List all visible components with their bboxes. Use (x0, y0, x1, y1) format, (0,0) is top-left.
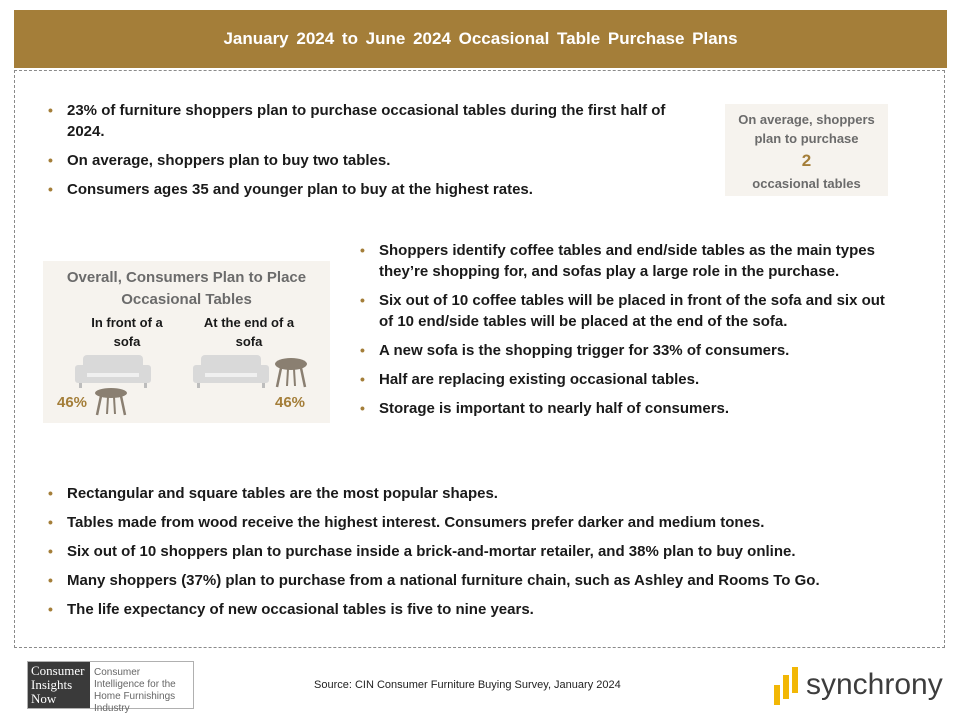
cin-logo (27, 661, 194, 714)
list-item: • Shoppers identify coffee tables and end/side tables as the main types they’re shopping for, and sofas play a large role in the purchase. (358, 240, 898, 282)
list-item: • Half are replacing existing occasional tables. (358, 369, 898, 390)
placement-title: Overall, Consumers Plan to Place Occasional Tables (66, 269, 307, 308)
callout-line2: occasional tables (752, 176, 861, 191)
sofa-icon (73, 353, 153, 389)
list-item: • Storage is important to nearly half of consumers. (358, 398, 898, 419)
list-item: • The life expectancy of new occasional tables is five to nine years. (46, 599, 926, 620)
list-item: • Six out of 10 coffee tables will be placed in front of the sofa and six out of 10 end/side tables will be placed at the end of the sofa. (358, 290, 898, 332)
placement-panel (43, 261, 330, 423)
cin-logo-word: Now (31, 691, 57, 706)
front-of-sofa-percent: 46% (57, 394, 88, 411)
end-of-sofa-label: At the end of a sofa (203, 315, 295, 349)
cin-logo-word: Insights (31, 677, 73, 692)
front-of-sofa-label: In front of a sofa (91, 315, 163, 349)
callout-number: 2 (801, 151, 812, 170)
cin-logo-word: Consumer (31, 663, 85, 678)
page-title: January 2024 to June 2024 Occasional Table Purchase Plans (14, 10, 947, 68)
list-item: • Six out of 10 shoppers plan to purchase inside a brick-and-mortar retailer, and 38% plan to buy online. (46, 541, 926, 562)
bottom-bullet-list (46, 483, 926, 628)
list-item: • Tables made from wood receive the highest interest. Consumers prefer darker and medium tones. (46, 512, 926, 533)
cin-logo-tagline: Consumer Intelligence for the Home Furnishings Industry (94, 667, 176, 714)
middle-bullet-list (358, 240, 898, 427)
synchrony-bars-icon (772, 665, 804, 707)
synchrony-wordmark: synchrony (806, 668, 943, 701)
source-note: Source: CIN Consumer Furniture Buying Survey, January 2024 (314, 679, 621, 691)
list-item: • On average, shoppers plan to buy two tables. (46, 150, 676, 171)
coffee-table-icon (93, 387, 129, 417)
list-item: • Rectangular and square tables are the most popular shapes. (46, 483, 926, 504)
list-item: • Consumers ages 35 and younger plan to buy at the highest rates. (46, 179, 676, 200)
list-item: • A new sofa is the shopping trigger for 33% of consumers. (358, 340, 898, 361)
list-item: • Many shoppers (37%) plan to purchase from a national furniture chain, such as Ashley and Rooms To Go. (46, 570, 926, 591)
sofa-icon (191, 353, 271, 389)
synchrony-logo (772, 665, 947, 707)
top-bullet-list (46, 100, 676, 208)
end-of-sofa-percent: 46% (275, 394, 306, 411)
average-callout (725, 104, 888, 196)
side-table-icon (273, 357, 309, 389)
callout-line1: On average, shoppers plan to purchase (738, 112, 875, 146)
list-item: • 23% of furniture shoppers plan to purchase occasional tables during the first half of 2024. (46, 100, 676, 142)
cin-logo-mark (28, 662, 90, 708)
